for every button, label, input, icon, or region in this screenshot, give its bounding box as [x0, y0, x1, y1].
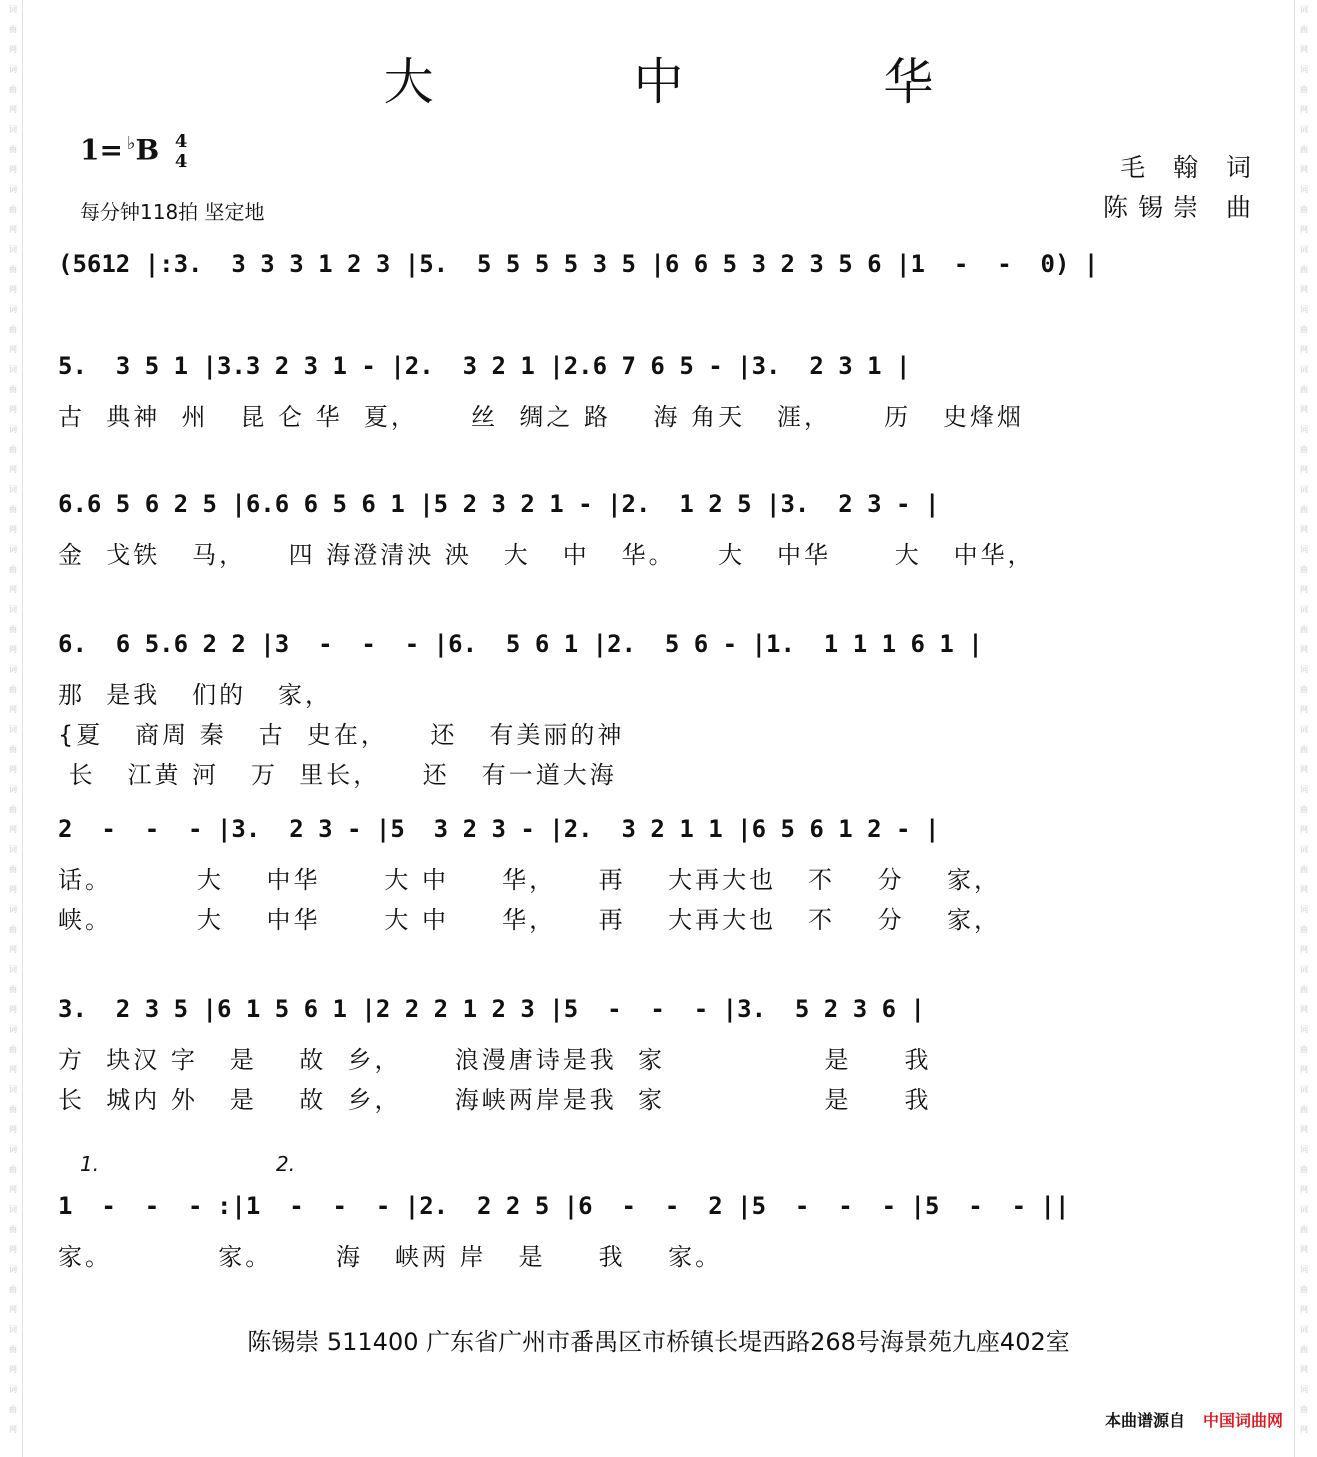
notation-line: 3. 2 3 5 |6 1 5 6 1 |2 2 2 1 2 3 |5 - - - |3. 5 2 3 6 |: [58, 995, 925, 1023]
contact-footer: 陈锡崇 511400 广东省广州市番禺区市桥镇长堤西路268号海景苑九座402室: [247, 1328, 1070, 1356]
lyric-line: {夏 商周 秦 古 史在， 还 有美丽的神: [58, 721, 625, 749]
key-signature: [80, 132, 187, 172]
lyric-line: 长 城内 外 是 故 乡， 海峡两岸是我 家 是 我: [58, 1086, 932, 1114]
notation-line: (5612 |:3. 3 3 3 1 2 3 |5. 5 5 5 5 3 5 |6 6 5 3 2 3 5 6 |1 - - 0) |: [58, 250, 1099, 278]
notation-line: 5. 3 5 1 |3.3 2 3 1 - |2. 3 2 1 |2.6 7 6 5 - |3. 2 3 1 |: [58, 352, 911, 380]
lyric-line: 长 江黄 河 万 里长， 还 有一道大海: [58, 761, 617, 789]
notation-line: 1 - - - :|1 - - - |2. 2 2 5 |6 - - 2 |5 - - - |5 - - ||: [58, 1192, 1070, 1220]
composer-credit: 陈锡崇 曲: [1103, 193, 1261, 222]
lyricist-credit: 毛 翰 词: [1120, 153, 1261, 182]
lyric-line: 金 戈铁 马， 四 海澄清泱 泱 大 中 华。 大 中华 大 中华，: [58, 541, 1035, 569]
lyric-line: 家。 家。 海 峡两 岸 是 我 家。: [58, 1243, 723, 1271]
lyric-line: 那 是我 们的 家，: [58, 681, 333, 709]
song-title: 大 中 华: [383, 53, 1026, 111]
source-credit: [1105, 1408, 1283, 1431]
source-label: 本曲谱源自: [1104, 1411, 1185, 1430]
second-ending-label: 2.: [276, 1152, 296, 1176]
notation-line: 6. 6 5.6 2 2 |3 - - - |6. 5 6 1 |2. 5 6 - |1. 1 1 1 6 1 |: [58, 630, 983, 658]
time-bottom: 4: [174, 151, 188, 172]
key-label: 1=: [80, 133, 123, 167]
lyric-line: 话。 大 中华 大 中 华， 再 大再大也 不 分 家，: [58, 866, 1002, 894]
source-site: 中国词曲网: [1202, 1411, 1283, 1430]
key-note: B: [135, 133, 160, 167]
watermark-right: 词 曲 网 词 曲 网 词 曲 网 词 曲 网 词 曲 网 词 曲 网 词 曲 网 词 曲 网 词 曲 网 词 曲 网 词 曲 网 词 曲 网 词 曲 网 词 曲 网 词 曲 网 词 曲 网 词 曲 网 词 曲 网 词 曲 网 词 曲 网 词 曲 网 词 曲 网 词 曲 网 词 曲 网: [1294, 0, 1313, 1457]
notation-line: 6.6 5 6 2 5 |6.6 6 5 6 1 |5 2 3 2 1 - |2. 1 2 5 |3. 2 3 - |: [58, 490, 940, 518]
tempo-marking: 每分钟118拍 坚定地: [80, 200, 265, 224]
first-ending-label: 1.: [80, 1152, 100, 1176]
watermark-left: 词 曲 网 词 曲 网 词 曲 网 词 曲 网 词 曲 网 词 曲 网 词 曲 网 词 曲 网 词 曲 网 词 曲 网 词 曲 网 词 曲 网 词 曲 网 词 曲 网 词 曲 网 词 曲 网 词 曲 网 词 曲 网 词 曲 网 词 曲 网 词 曲 网 词 曲 网 词 曲 网 词 曲 网: [4, 0, 23, 1457]
lyric-line: 方 块汉 字 是 故 乡， 浪漫唐诗是我 家 是 我: [58, 1046, 932, 1074]
notation-line: 2 - - - |3. 2 3 - |5 3 2 3 - |2. 3 2 1 1 |6 5 6 1 2 - |: [58, 815, 940, 843]
lyric-line: 古 典神 州 昆 仑 华 夏， 丝 绸之 路 海 角天 涯， 历 史烽烟: [58, 403, 1025, 431]
flat-symbol: ♭: [126, 133, 136, 155]
lyric-line: 峡。 大 中华 大 中 华， 再 大再大也 不 分 家，: [58, 906, 1002, 934]
time-signature: [175, 132, 188, 172]
time-top: 4: [174, 131, 188, 152]
